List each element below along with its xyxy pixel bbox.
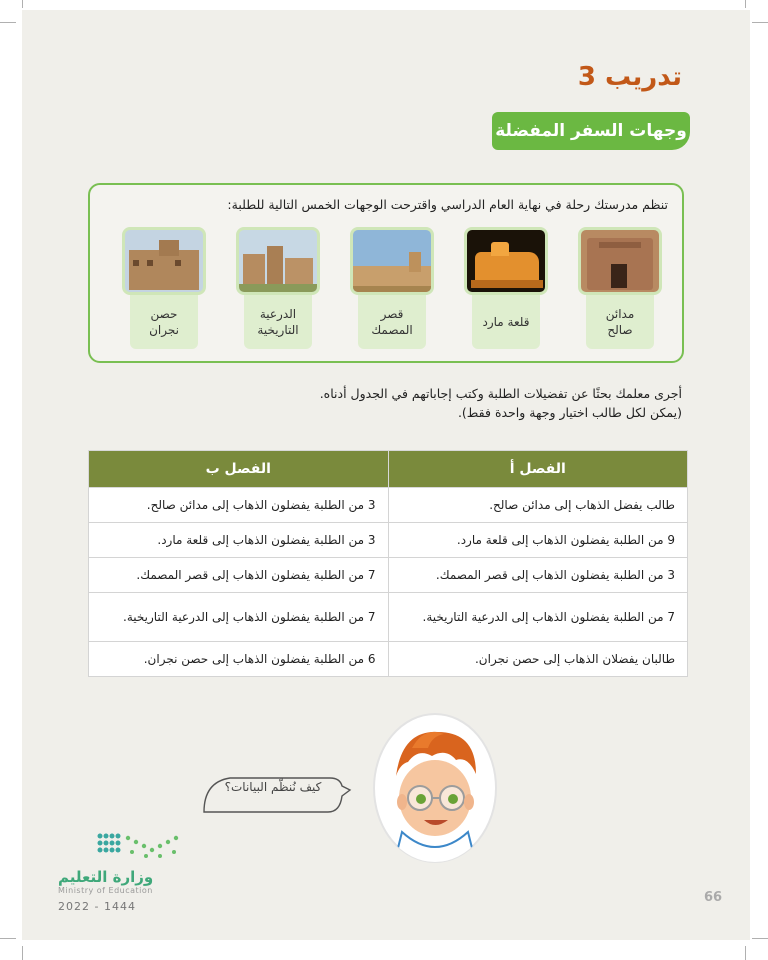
table-cell: 7 من الطلبة يفضلون الذهاب إلى الدرعية التاريخية. bbox=[388, 593, 688, 642]
table-cell: 3 من الطلبة يفضلون الذهاب إلى قلعة مارد. bbox=[89, 523, 389, 558]
crop-mark bbox=[0, 938, 16, 939]
crop-mark bbox=[752, 22, 768, 23]
speech-bubble-text: كيف نُنظّم البيانات؟ bbox=[224, 780, 322, 794]
table-cell: 3 من الطلبة يفضلون الذهاب إلى مدائن صالح. bbox=[89, 488, 389, 523]
destination-label: حصن نجران bbox=[130, 295, 198, 349]
table-cell: 7 من الطلبة يفضلون الذهاب إلى قصر المصمك. bbox=[89, 558, 389, 593]
destination-label: قصر المصمك bbox=[358, 295, 426, 349]
destination-card-madain-saleh bbox=[578, 227, 662, 351]
table-row bbox=[89, 593, 688, 642]
instructions-line: (يمكن لكل طالب اختيار وجهة واحدة فقط). bbox=[457, 405, 682, 421]
table-header-row bbox=[89, 451, 688, 488]
page-number: 66 bbox=[704, 890, 723, 905]
diriyah-photo bbox=[236, 227, 320, 295]
marid-castle-photo bbox=[464, 227, 548, 295]
table-cell: طالب يفضل الذهاب إلى مدائن صالح. bbox=[388, 488, 688, 523]
destination-card-masmak-palace bbox=[350, 227, 434, 351]
crop-mark bbox=[745, 0, 746, 8]
table-cell: 7 من الطلبة يفضلون الذهاب إلى الدرعية التاريخية. bbox=[89, 593, 389, 642]
crop-mark bbox=[0, 22, 16, 23]
topic-banner bbox=[492, 112, 690, 150]
destination-card-diriyah bbox=[236, 227, 320, 351]
survey-table bbox=[88, 450, 688, 677]
destinations-box bbox=[88, 183, 684, 363]
topic-banner-label: وجهات السفر المفضلة bbox=[495, 121, 687, 141]
destination-label: الدرعية التاريخية bbox=[244, 295, 312, 349]
speech-bubble bbox=[200, 772, 352, 816]
crop-mark bbox=[745, 946, 746, 960]
exercise-title: تدريب 3 bbox=[577, 62, 682, 92]
destination-card-najran-fort bbox=[122, 227, 206, 351]
table-cell: 9 من الطلبة يفضلون الذهاب إلى قلعة مارد. bbox=[388, 523, 688, 558]
instructions-line: أجرى معلمك بحثًا عن تفضيلات الطلبة وكتب إجاباتهم في الجدول أدناه. bbox=[319, 386, 682, 401]
table-row bbox=[89, 523, 688, 558]
table-row bbox=[89, 642, 688, 677]
edition-year: 2022 - 1444 bbox=[58, 900, 136, 913]
instructions bbox=[320, 384, 682, 423]
crop-mark bbox=[22, 946, 23, 960]
table-cell: 6 من الطلبة يفضلون الذهاب إلى حصن نجران. bbox=[89, 642, 389, 677]
madain-saleh-photo bbox=[578, 227, 662, 295]
destination-label: قلعة مارد bbox=[472, 295, 540, 349]
ministry-name-en: Ministry of Education bbox=[58, 886, 153, 895]
masmak-palace-photo bbox=[350, 227, 434, 295]
table-row bbox=[89, 558, 688, 593]
table-cell: 3 من الطلبة يفضلون الذهاب إلى قصر المصمك. bbox=[388, 558, 688, 593]
ministry-logo-icon bbox=[96, 830, 184, 864]
ministry-name-ar: وزارة التعليم bbox=[58, 868, 154, 886]
destination-label: مدائن صالح bbox=[586, 295, 654, 349]
column-header-class-a: الفصل أ bbox=[388, 451, 688, 488]
column-header-class-b: الفصل ب bbox=[89, 451, 389, 488]
crop-mark bbox=[752, 938, 768, 939]
najran-fort-photo bbox=[122, 227, 206, 295]
destinations-intro: تنظم مدرستك رحلة في نهاية العام الدراسي واقترحت الوجهات الخمس التالية للطلبة: bbox=[227, 197, 668, 212]
table-cell: طالبان يفضلان الذهاب إلى حصن نجران. bbox=[388, 642, 688, 677]
destination-card-marid-castle bbox=[464, 227, 548, 351]
boy-avatar bbox=[372, 712, 498, 864]
destination-cards bbox=[122, 227, 662, 351]
crop-mark bbox=[22, 0, 23, 8]
table-row bbox=[89, 488, 688, 523]
